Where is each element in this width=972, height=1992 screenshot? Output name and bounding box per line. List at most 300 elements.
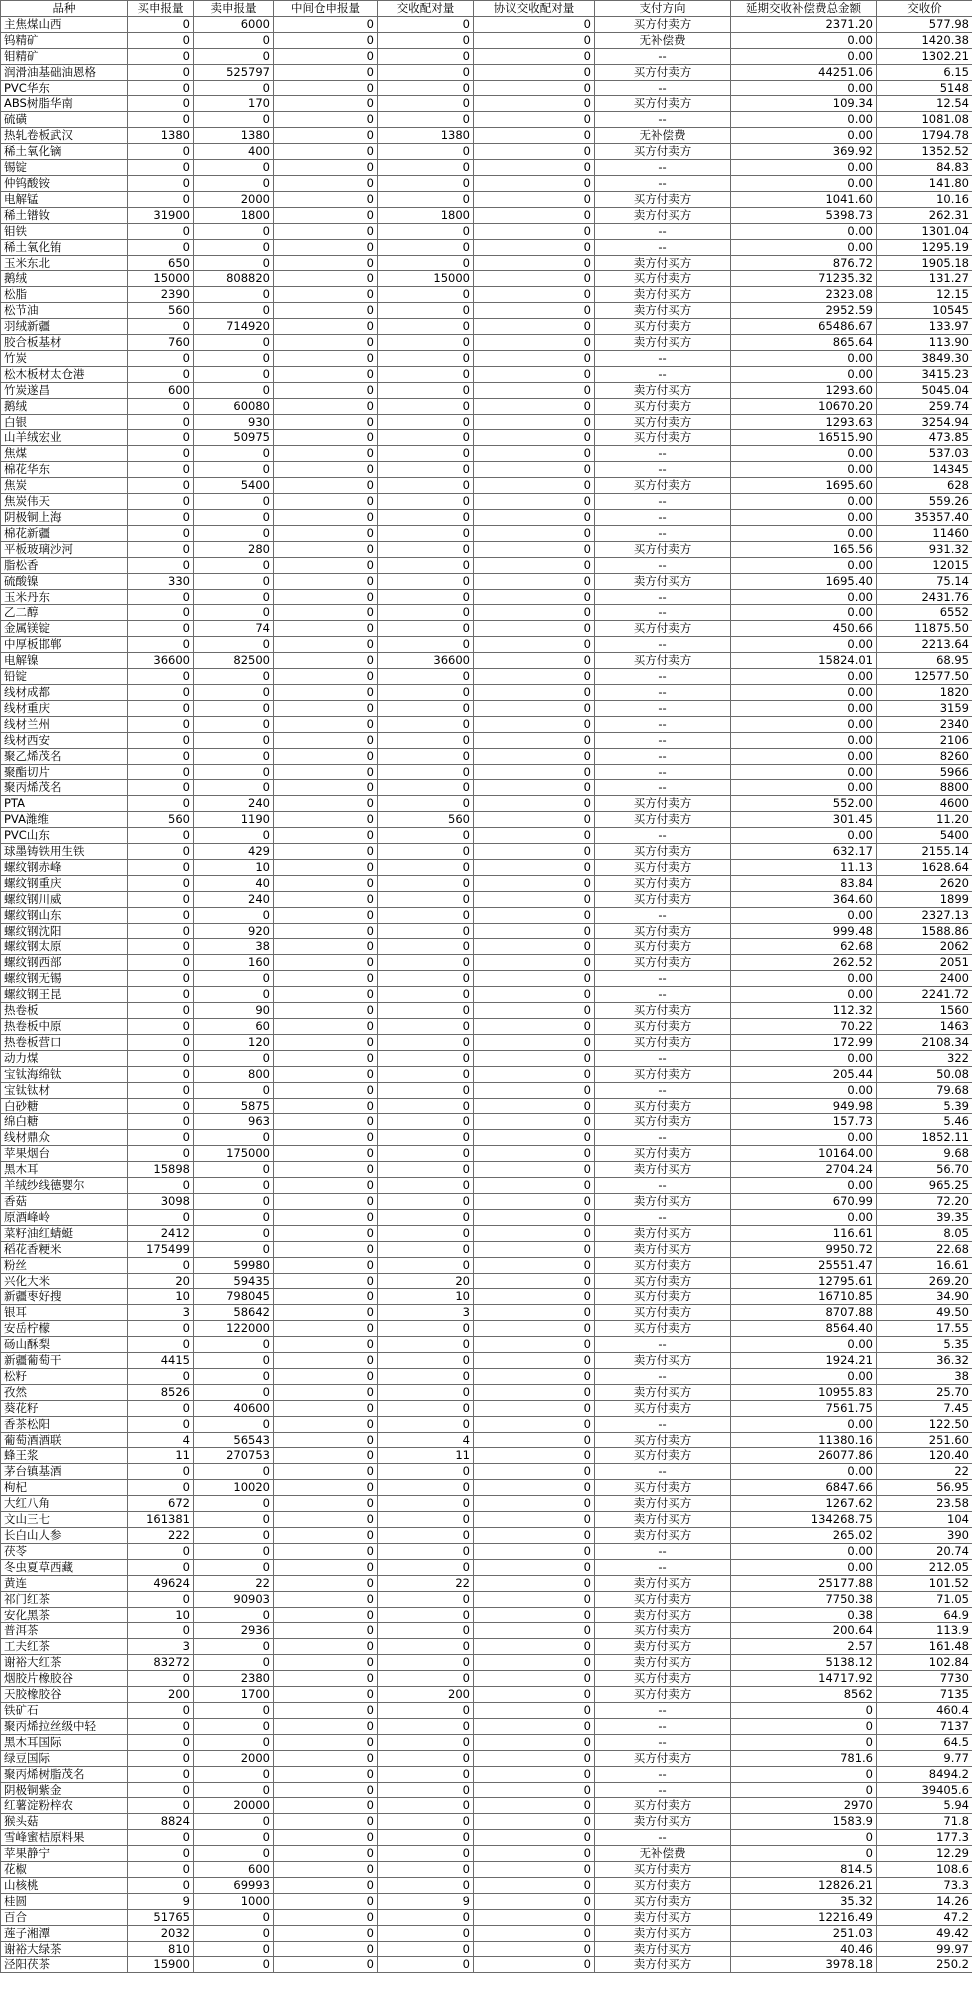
variety-cell: 焦煤 — [1, 446, 128, 462]
buy-declare-cell: 0 — [128, 48, 194, 64]
sell-declare-cell: 0 — [194, 350, 274, 366]
deferred-compensation-cell: 0.00 — [731, 1209, 877, 1225]
deferred-compensation-cell: 781.6 — [731, 1750, 877, 1766]
payment-direction-cell: 买方付卖方 — [595, 1687, 731, 1703]
buy-declare-cell: 0 — [128, 780, 194, 796]
settle-price-cell: 7137 — [877, 1718, 972, 1734]
deferred-compensation-cell: 1293.60 — [731, 382, 877, 398]
sell-declare-cell: 0 — [194, 223, 274, 239]
matched-qty-cell: 560 — [378, 812, 474, 828]
mid-warehouse-cell: 0 — [274, 303, 378, 319]
payment-direction-cell: 买方付卖方 — [595, 414, 731, 430]
matched-qty-cell: 0 — [378, 1003, 474, 1019]
mid-warehouse-cell: 0 — [274, 1655, 378, 1671]
sell-declare-cell: 963 — [194, 1114, 274, 1130]
mid-warehouse-cell: 0 — [274, 446, 378, 462]
buy-declare-cell: 0 — [128, 891, 194, 907]
table-row — [1, 1941, 972, 1957]
buy-declare-cell: 0 — [128, 669, 194, 685]
settle-price-cell: 6552 — [877, 605, 972, 621]
mid-warehouse-cell: 0 — [274, 573, 378, 589]
variety-header: 品种 — [1, 1, 128, 17]
buy-declare-cell: 0 — [128, 446, 194, 462]
deferred-compensation-cell: 62.68 — [731, 939, 877, 955]
mid-warehouse-cell: 0 — [274, 621, 378, 637]
settle-price-cell: 23.58 — [877, 1496, 972, 1512]
buy-declare-cell: 0 — [128, 1846, 194, 1862]
sell-declare-cell: 0 — [194, 589, 274, 605]
settle-price-cell: 5148 — [877, 80, 972, 96]
deferred-compensation-cell: 670.99 — [731, 1193, 877, 1209]
variety-cell: 松木板材太仓港 — [1, 366, 128, 382]
mid-warehouse-cell: 0 — [274, 1941, 378, 1957]
variety-cell: 竹炭 — [1, 350, 128, 366]
agreement-matched-cell: 0 — [474, 1877, 595, 1893]
payment-direction-cell: 卖方付买方 — [595, 1193, 731, 1209]
payment-direction-cell: 卖方付买方 — [595, 1575, 731, 1591]
matched-qty-cell: 0 — [378, 525, 474, 541]
deferred-compensation-cell: 15824.01 — [731, 653, 877, 669]
variety-cell: PVA潍维 — [1, 812, 128, 828]
deferred-compensation-cell: 25177.88 — [731, 1575, 877, 1591]
mid-warehouse-cell: 0 — [274, 350, 378, 366]
settle-price-cell: 2106 — [877, 732, 972, 748]
agreement-matched-cell: 0 — [474, 1925, 595, 1941]
deferred-compensation-cell: 0.00 — [731, 764, 877, 780]
table-row — [1, 669, 972, 685]
settle-price-cell: 251.60 — [877, 1432, 972, 1448]
mid-warehouse-cell: 0 — [274, 684, 378, 700]
payment-direction-cell: 买方付卖方 — [595, 1114, 731, 1130]
deferred-compensation-cell: 3978.18 — [731, 1957, 877, 1973]
sell-declare-cell: 0 — [194, 1941, 274, 1957]
agreement-matched-cell: 0 — [474, 446, 595, 462]
table-row — [1, 1782, 972, 1798]
variety-cell: 硫酸镍 — [1, 573, 128, 589]
buy-declare-cell: 0 — [128, 1798, 194, 1814]
table-row — [1, 1050, 972, 1066]
settle-price-cell: 141.80 — [877, 175, 972, 191]
deferred-compensation-cell: 10955.83 — [731, 1384, 877, 1400]
mid-warehouse-cell: 0 — [274, 128, 378, 144]
matched-qty-cell: 0 — [378, 1114, 474, 1130]
table-row — [1, 637, 972, 653]
agreement-matched-cell: 0 — [474, 987, 595, 1003]
sell-declare-cell: 0 — [194, 1384, 274, 1400]
sell-declare-cell: 90903 — [194, 1591, 274, 1607]
payment-direction-cell: -- — [595, 1766, 731, 1782]
mid-warehouse-cell: 0 — [274, 939, 378, 955]
payment-direction-cell: 买方付卖方 — [595, 955, 731, 971]
variety-cell: 黄连 — [1, 1575, 128, 1591]
variety-cell: 线材重庆 — [1, 700, 128, 716]
buy-declare-cell: 51765 — [128, 1909, 194, 1925]
table-row — [1, 939, 972, 955]
settle-price-cell: 56.95 — [877, 1480, 972, 1496]
deferred-compensation-cell: 0.00 — [731, 589, 877, 605]
mid-warehouse-cell: 0 — [274, 1862, 378, 1878]
buy-declare-cell: 0 — [128, 1209, 194, 1225]
buy-declare-cell: 0 — [128, 191, 194, 207]
buy-declare-cell: 0 — [128, 112, 194, 128]
mid-warehouse-cell: 0 — [274, 1496, 378, 1512]
mid-warehouse-cell: 0 — [274, 653, 378, 669]
sell-declare-cell: 60 — [194, 1019, 274, 1035]
payment-direction-cell: 买方付卖方 — [595, 430, 731, 446]
payment-direction-cell: 买方付卖方 — [595, 1448, 731, 1464]
deferred-compensation-cell: 251.03 — [731, 1925, 877, 1941]
mid-warehouse-cell: 0 — [274, 955, 378, 971]
agreement-matched-cell: 0 — [474, 828, 595, 844]
variety-cell: 竹炭遂昌 — [1, 382, 128, 398]
deferred-compensation-cell: 83.84 — [731, 875, 877, 891]
deferred-compensation-cell: 0.00 — [731, 1178, 877, 1194]
buy-declare-cell: 0 — [128, 96, 194, 112]
settle-price-cell: 3415.23 — [877, 366, 972, 382]
payment-direction-cell: 买方付卖方 — [595, 1066, 731, 1082]
table-row — [1, 1146, 972, 1162]
deferred-compensation-cell: 172.99 — [731, 1034, 877, 1050]
mid-warehouse-cell: 0 — [274, 1193, 378, 1209]
agreement-matched-cell: 0 — [474, 637, 595, 653]
mid-warehouse-cell: 0 — [274, 1543, 378, 1559]
mid-warehouse-cell: 0 — [274, 1082, 378, 1098]
buy-declare-cell: 1380 — [128, 128, 194, 144]
payment-direction-cell: -- — [595, 684, 731, 700]
settle-price-cell: 259.74 — [877, 398, 972, 414]
sell-declare-cell: 0 — [194, 907, 274, 923]
payment-direction-cell: 买方付卖方 — [595, 1862, 731, 1878]
deferred-compensation-cell: 0 — [731, 1702, 877, 1718]
sell-declare-cell: 1700 — [194, 1687, 274, 1703]
table-row — [1, 1798, 972, 1814]
matched-qty-cell: 0 — [378, 1862, 474, 1878]
mid-warehouse-cell: 0 — [274, 764, 378, 780]
settle-price-cell: 473.85 — [877, 430, 972, 446]
mid-warehouse-cell: 0 — [274, 510, 378, 526]
agreement-matched-cell: 0 — [474, 1559, 595, 1575]
buy-declare-cell: 31900 — [128, 207, 194, 223]
agreement-matched-cell: 0 — [474, 1289, 595, 1305]
settle-price-cell: 12.15 — [877, 287, 972, 303]
settle-price-cell: 71.8 — [877, 1814, 972, 1830]
variety-cell: 螺纹钢太原 — [1, 939, 128, 955]
variety-cell: 绵白糖 — [1, 1114, 128, 1130]
matched-qty-cell: 0 — [378, 1193, 474, 1209]
agreement-matched-cell: 0 — [474, 796, 595, 812]
payment-direction-cell: -- — [595, 1718, 731, 1734]
variety-cell: 白银 — [1, 414, 128, 430]
buy-declare-cell: 0 — [128, 987, 194, 1003]
settle-price-cell: 269.20 — [877, 1273, 972, 1289]
sell-declare-cell: 0 — [194, 1782, 274, 1798]
variety-cell: 羊绒纱线德婴尔 — [1, 1178, 128, 1194]
variety-cell: 胶合板基材 — [1, 335, 128, 351]
table-row — [1, 1368, 972, 1384]
payment-direction-cell: -- — [595, 605, 731, 621]
sell-declare-cell: 74 — [194, 621, 274, 637]
variety-cell: 蜂王浆 — [1, 1448, 128, 1464]
matched-qty-cell: 0 — [378, 780, 474, 796]
variety-cell: 黑木耳 — [1, 1162, 128, 1178]
payment-direction-cell: 卖方付买方 — [595, 335, 731, 351]
deferred-compensation-cell: 364.60 — [731, 891, 877, 907]
agreement-matched-cell: 0 — [474, 732, 595, 748]
payment-direction-cell: -- — [595, 112, 731, 128]
buy-declare-cell: 222 — [128, 1528, 194, 1544]
agreement-matched-cell: 0 — [474, 875, 595, 891]
table-row — [1, 430, 972, 446]
payment-direction-cell: -- — [595, 1209, 731, 1225]
buy-declare-cell: 0 — [128, 398, 194, 414]
deferred-compensation-cell: 1293.63 — [731, 414, 877, 430]
mid-warehouse-cell: 0 — [274, 1273, 378, 1289]
payment-direction-cell: 买方付卖方 — [595, 1623, 731, 1639]
table-row — [1, 1687, 972, 1703]
sell-declare-cell: 0 — [194, 112, 274, 128]
buy-declare-cell: 560 — [128, 812, 194, 828]
payment-direction-cell: -- — [595, 1543, 731, 1559]
variety-cell: 中厚板邯郸 — [1, 637, 128, 653]
agreement-matched-cell: 0 — [474, 605, 595, 621]
sell-declare-cell: 120 — [194, 1034, 274, 1050]
matched-qty-cell: 3 — [378, 1305, 474, 1321]
matched-qty-cell: 0 — [378, 1639, 474, 1655]
settle-price-cell: 1588.86 — [877, 923, 972, 939]
buy-declare-cell: 0 — [128, 1082, 194, 1098]
mid-warehouse-cell: 0 — [274, 1098, 378, 1114]
deferred-compensation-cell: 0.00 — [731, 828, 877, 844]
buy-declare-cell: 49624 — [128, 1575, 194, 1591]
mid-warehouse-cell: 0 — [274, 1750, 378, 1766]
payment-direction-cell: 卖方付买方 — [595, 1512, 731, 1528]
agreement-matched-cell: 0 — [474, 382, 595, 398]
deferred-compensation-cell: 6847.66 — [731, 1480, 877, 1496]
buy-declare-cell: 3 — [128, 1639, 194, 1655]
sell-declare-cell: 58642 — [194, 1305, 274, 1321]
buy-declare-cell: 3098 — [128, 1193, 194, 1209]
table-row — [1, 1321, 972, 1337]
sell-declare-cell: 0 — [194, 1909, 274, 1925]
matched-qty-cell: 0 — [378, 96, 474, 112]
settle-price-cell: 1295.19 — [877, 239, 972, 255]
variety-cell: 银耳 — [1, 1305, 128, 1321]
payment-direction-cell: 买方付卖方 — [595, 398, 731, 414]
mid-warehouse-cell: 0 — [274, 987, 378, 1003]
agreement-matched-cell: 0 — [474, 1893, 595, 1909]
payment-direction-cell: 卖方付买方 — [595, 1909, 731, 1925]
buy-declare-cell: 10 — [128, 1289, 194, 1305]
mid-warehouse-cell: 0 — [274, 1623, 378, 1639]
table-row — [1, 684, 972, 700]
variety-cell: PTA — [1, 796, 128, 812]
payment-direction-cell: 卖方付买方 — [595, 1814, 731, 1830]
variety-cell: 螺纹钢西部 — [1, 955, 128, 971]
mid-warehouse-cell: 0 — [274, 1114, 378, 1130]
deferred-compensation-cell: 0.00 — [731, 732, 877, 748]
deferred-compensation-cell: 40.46 — [731, 1941, 877, 1957]
agreement-matched-cell: 0 — [474, 1130, 595, 1146]
deferred-compensation-cell: 301.45 — [731, 812, 877, 828]
table-row — [1, 239, 972, 255]
buy-declare-cell: 0 — [128, 1368, 194, 1384]
buy-declare-cell: 0 — [128, 1591, 194, 1607]
table-row — [1, 303, 972, 319]
matched-qty-cell: 0 — [378, 637, 474, 653]
matched-qty-cell: 0 — [378, 1257, 474, 1273]
payment-direction-cell: 买方付卖方 — [595, 1019, 731, 1035]
settle-price-cell: 6.15 — [877, 64, 972, 80]
sell-declare-cell: 600 — [194, 1862, 274, 1878]
buy-declare-cell: 0 — [128, 955, 194, 971]
variety-cell: 乙二醇 — [1, 605, 128, 621]
settle-price-cell: 8494.2 — [877, 1766, 972, 1782]
agreement-matched-cell: 0 — [474, 923, 595, 939]
variety-cell: 羽绒新疆 — [1, 319, 128, 335]
sell-declare-cell: 0 — [194, 1607, 274, 1623]
table-row — [1, 653, 972, 669]
variety-cell: 桂圆 — [1, 1893, 128, 1909]
buy-declare-cell: 175499 — [128, 1241, 194, 1257]
agreement-matched-cell: 0 — [474, 1814, 595, 1830]
table-row — [1, 1098, 972, 1114]
matched-qty-cell: 0 — [378, 1734, 474, 1750]
mid-warehouse-cell: 0 — [274, 541, 378, 557]
buy-declare-cell: 0 — [128, 1480, 194, 1496]
settle-price-cell: 79.68 — [877, 1082, 972, 1098]
settle-price-cell: 10.16 — [877, 191, 972, 207]
deferred-compensation-cell: 8562 — [731, 1687, 877, 1703]
agreement-matched-cell: 0 — [474, 494, 595, 510]
sell-declare-cell: 0 — [194, 175, 274, 191]
buy-declare-cell: 0 — [128, 875, 194, 891]
settle-price-cell: 212.05 — [877, 1559, 972, 1575]
deferred-compensation-cell: 0.00 — [731, 1416, 877, 1432]
variety-cell: 百合 — [1, 1909, 128, 1925]
matched-qty-cell: 9 — [378, 1893, 474, 1909]
sell-declare-cell: 0 — [194, 80, 274, 96]
variety-cell: 阴极铜紫金 — [1, 1782, 128, 1798]
agreement-matched-cell: 0 — [474, 1496, 595, 1512]
settle-price-cell: 47.2 — [877, 1909, 972, 1925]
buy-declare-cell: 0 — [128, 1464, 194, 1480]
payment-direction-header: 支付方向 — [595, 1, 731, 17]
deferred-compensation-cell: 0.00 — [731, 494, 877, 510]
deferred-compensation-cell: 0.00 — [731, 987, 877, 1003]
settle-price-cell: 177.3 — [877, 1830, 972, 1846]
buy-declare-cell: 0 — [128, 700, 194, 716]
matched-qty-cell: 0 — [378, 748, 474, 764]
mid-warehouse-cell: 0 — [274, 160, 378, 176]
settle-price-cell: 75.14 — [877, 573, 972, 589]
table-row — [1, 1607, 972, 1623]
payment-direction-cell: 买方付卖方 — [595, 1798, 731, 1814]
matched-qty-cell: 0 — [378, 1162, 474, 1178]
buy-declare-cell: 560 — [128, 303, 194, 319]
sell-declare-cell: 50975 — [194, 430, 274, 446]
payment-direction-cell: 卖方付买方 — [595, 1528, 731, 1544]
table-row — [1, 1639, 972, 1655]
matched-qty-cell: 0 — [378, 700, 474, 716]
table-row — [1, 1034, 972, 1050]
payment-direction-cell: 买方付卖方 — [595, 1671, 731, 1687]
matched-qty-cell: 1380 — [378, 128, 474, 144]
matched-qty-cell: 0 — [378, 1098, 474, 1114]
payment-direction-cell: 卖方付买方 — [595, 573, 731, 589]
payment-direction-cell: 买方付卖方 — [595, 653, 731, 669]
matched-qty-cell: 0 — [378, 1941, 474, 1957]
sell-declare-cell: 0 — [194, 382, 274, 398]
variety-cell: 螺纹钢川威 — [1, 891, 128, 907]
sell-declare-cell: 0 — [194, 1543, 274, 1559]
sell-declare-cell: 0 — [194, 1337, 274, 1353]
matched-qty-cell: 0 — [378, 494, 474, 510]
buy-declare-cell: 0 — [128, 1623, 194, 1639]
deferred-compensation-cell: 0.00 — [731, 80, 877, 96]
mid-warehouse-cell: 0 — [274, 1162, 378, 1178]
agreement-matched-cell: 0 — [474, 764, 595, 780]
settle-price-cell: 133.97 — [877, 319, 972, 335]
buy-declare-cell: 0 — [128, 1862, 194, 1878]
matched-qty-cell: 36600 — [378, 653, 474, 669]
table-row — [1, 1130, 972, 1146]
settle-price-cell: 25.70 — [877, 1384, 972, 1400]
deferred-compensation-cell: 0.00 — [731, 366, 877, 382]
table-row — [1, 923, 972, 939]
agreement-matched-cell: 0 — [474, 1734, 595, 1750]
mid-warehouse-cell: 0 — [274, 1130, 378, 1146]
mid-warehouse-cell: 0 — [274, 64, 378, 80]
mid-warehouse-cell: 0 — [274, 1607, 378, 1623]
sell-declare-cell: 0 — [194, 446, 274, 462]
payment-direction-cell: 买方付卖方 — [595, 1034, 731, 1050]
mid-warehouse-cell: 0 — [274, 1957, 378, 1973]
variety-cell: 谢裕大红茶 — [1, 1655, 128, 1671]
payment-direction-cell: 买方付卖方 — [595, 1289, 731, 1305]
settle-price-cell: 1820 — [877, 684, 972, 700]
table-row — [1, 1448, 972, 1464]
mid-warehouse-cell: 0 — [274, 700, 378, 716]
buy-declare-cell: 0 — [128, 1702, 194, 1718]
mid-warehouse-cell: 0 — [274, 255, 378, 271]
settle-price-cell: 7135 — [877, 1687, 972, 1703]
buy-declare-cell: 0 — [128, 859, 194, 875]
variety-cell: 稀土氧化铕 — [1, 239, 128, 255]
deferred-compensation-cell: 12216.49 — [731, 1909, 877, 1925]
variety-cell: 普洱茶 — [1, 1623, 128, 1639]
settle-price-cell: 56.70 — [877, 1162, 972, 1178]
settle-price-cell: 460.4 — [877, 1702, 972, 1718]
sell-declare-cell: 930 — [194, 414, 274, 430]
sell-declare-cell: 0 — [194, 1050, 274, 1066]
mid-warehouse-cell: 0 — [274, 223, 378, 239]
variety-cell: PVC华东 — [1, 80, 128, 96]
sell-declare-cell: 2000 — [194, 1750, 274, 1766]
matched-qty-cell: 0 — [378, 1766, 474, 1782]
matched-qty-cell: 0 — [378, 112, 474, 128]
deferred-compensation-cell: 0.00 — [731, 1464, 877, 1480]
table-row — [1, 335, 972, 351]
buy-declare-cell: 0 — [128, 1066, 194, 1082]
mid-warehouse-cell: 0 — [274, 287, 378, 303]
settle-price-cell: 5.46 — [877, 1114, 972, 1130]
deferred-compensation-cell: 8564.40 — [731, 1321, 877, 1337]
table-row — [1, 191, 972, 207]
variety-cell: 主焦煤山西 — [1, 16, 128, 32]
settle-price-cell: 2431.76 — [877, 589, 972, 605]
mid-warehouse-cell: 0 — [274, 1448, 378, 1464]
agreement-matched-cell: 0 — [474, 1432, 595, 1448]
